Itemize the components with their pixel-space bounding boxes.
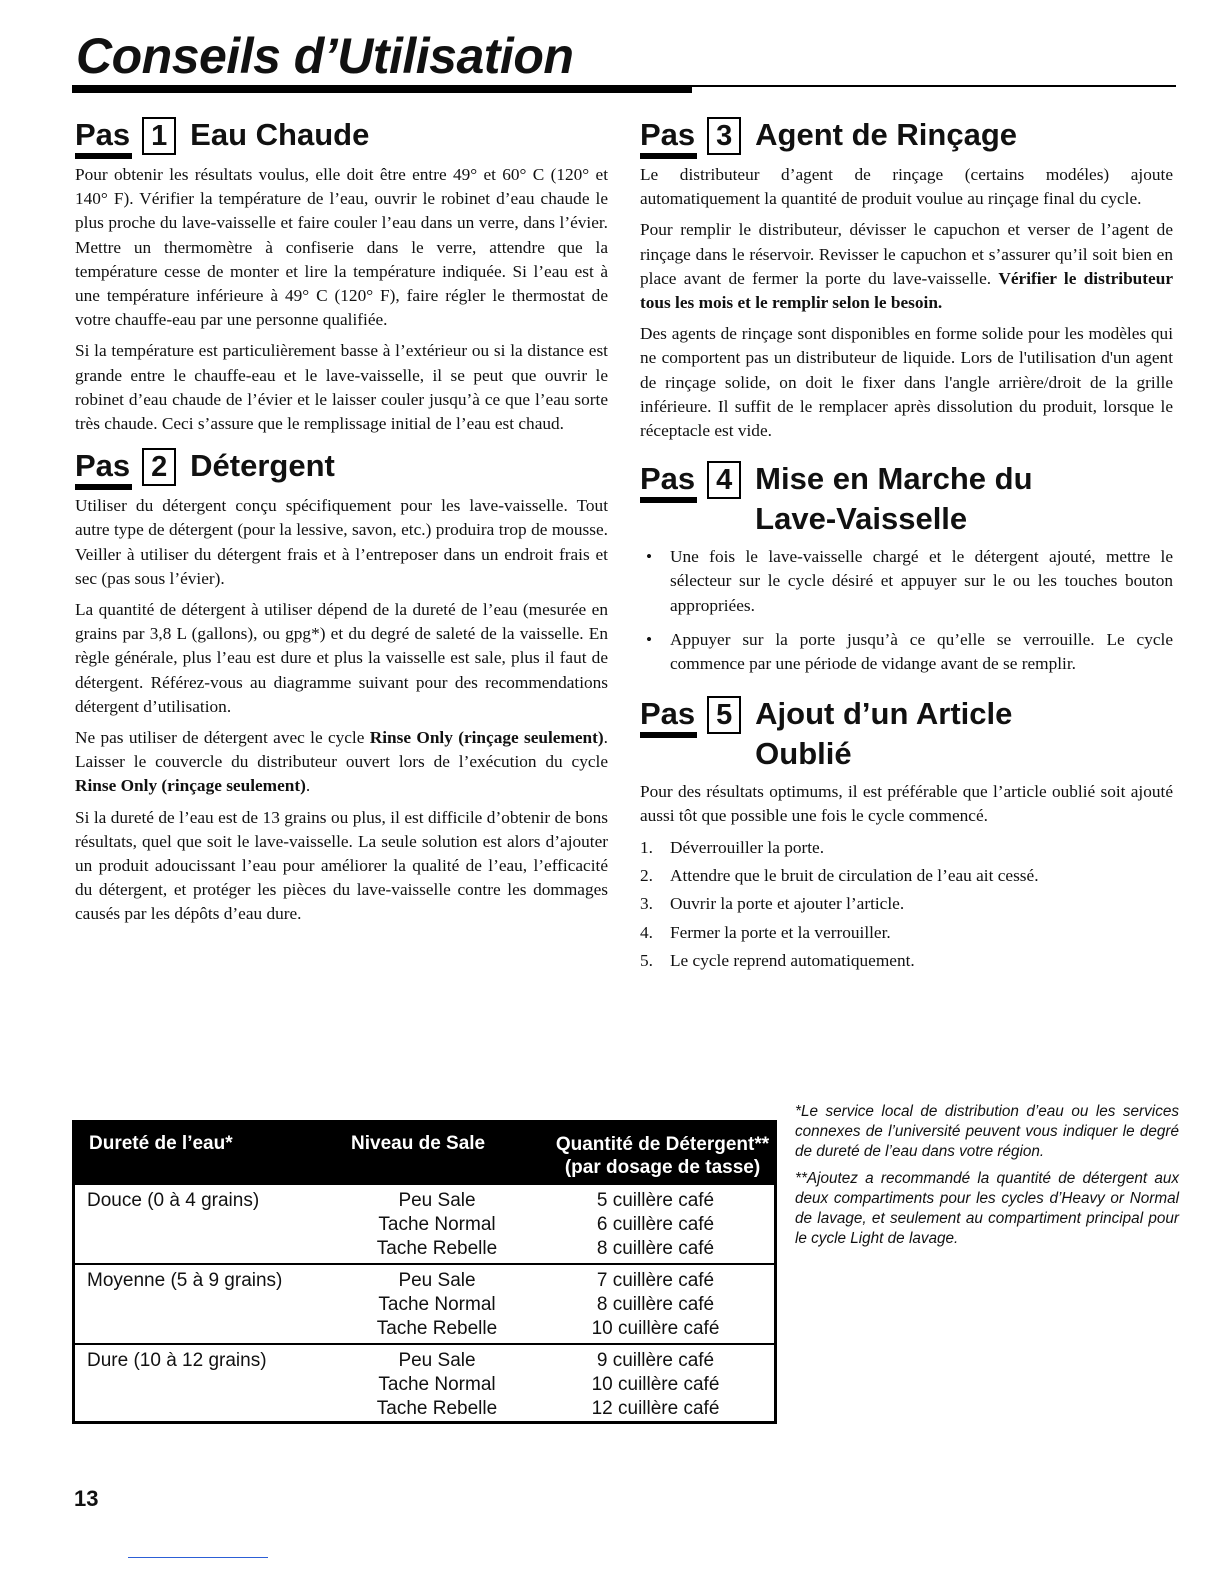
paragraph: Utiliser du détergent conçu spécifiquement pour les lave-vaisselle. Tout autre type de détergent (pour la lessive, savon, etc.) produira trop de mousse. Veiller à utiliser du détergent frais et à l’entreposer dans un endroit frais et sec (pas sous l’évier). <box>75 496 608 588</box>
list-item: 4. Fermer la porte et la verrouiller. <box>640 922 891 942</box>
bullet-list <box>640 545 1173 676</box>
step-title: Détergent <box>190 448 335 484</box>
hardness-cell: Moyenne (5 à 9 grains) <box>87 1270 283 1291</box>
paragraph: Si la température est particulièrement basse à l’extérieur ou si la distance est grande entre le chauffe-eau et le lave-vaisselle, il se peut que ouvrir le robinet d’eau chaude de l’évier et le laisser couler jusqu’à ce que l’eau sorte très chaude. Ceci s’assure que le remplissage initial de l’eau est chaud. <box>75 341 608 434</box>
step-label: Pas <box>640 117 697 159</box>
quantity-cell: 7 cuillère café 8 cuillère café 10 cuillère café <box>591 1270 720 1339</box>
column-header: Niveau de Sale <box>351 1133 486 1154</box>
paragraph: Ne pas utiliser de détergent avec le cycle Rinse Only (rinçage seulement). Laisser le couvercle du distributeur ouvert lors de l’exécution du cycle Rinse Only (rinçage seulement). <box>75 728 608 796</box>
paragraph: La quantité de détergent à utiliser dépend de la dureté de l’eau (mesurée en grains par 3,8 L (gallons), ou gpg*) et du degré de saleté de la vaisselle. En règle générale, plus l’eau est dure et plus la vaisselle est sale, plus il faut de détergent. Référez-vous au diagramme suivant pour des recommendations détergent d’utilisation. <box>75 600 608 716</box>
step-title: Mise en Marche du Lave-Vaisselle <box>755 461 1033 537</box>
step-label: Pas <box>75 448 132 490</box>
step-title: Ajout d’un Article Oublié <box>755 696 1013 772</box>
right-column <box>640 115 1173 978</box>
numbered-list <box>640 836 1173 974</box>
paragraph: Des agents de rinçage sont disponibles en forme solide pour les modèles qui ne comportent pas un distributeur de liquide. Lors de l'utilisation d'un agent de rinçage solide, on doit le fixer dans l'angle arrière/droit de la grille inférieure. Il suffit de le remplacer après dissolution du produit, lorsque le réceptacle est vide. <box>640 324 1173 441</box>
cycle-name: Rinse Only (rinçage seulement) <box>369 728 604 748</box>
detergent-table <box>72 1120 777 1424</box>
footnote: **Ajoutez a recommandé la quantité de détergent aux deux compartiments pour les cycles d’Heavy or Normal de lavage, et seulement au compartiment principal pour le cycle Light de lavage. <box>795 1170 1179 1247</box>
title-rule-thin <box>692 85 1176 87</box>
list-item: 1. Déverrouiller la porte. <box>640 837 825 857</box>
cycle-name: Rinse Only (rinçage seulement) <box>75 776 306 796</box>
step-label: Pas <box>640 461 697 503</box>
paragraph: Le distributeur d’agent de rinçage (certains modéles) ajoute automatiquement la quantité de produit voulue au rinçage final du cycle. <box>640 165 1173 209</box>
step-number-box: 3 <box>707 117 741 155</box>
step-1-section <box>75 115 608 436</box>
emphasis-text: Vérifier le distributeur tous les mois et le remplir selon le besoin. <box>640 268 1173 313</box>
footnotes <box>795 1102 1179 1256</box>
step-4-section <box>640 459 1173 676</box>
step-label: Pas <box>75 117 132 159</box>
table-header <box>75 1123 774 1185</box>
step-number-box: 4 <box>707 461 741 499</box>
table-row <box>75 1265 774 1345</box>
list-item: 2. Attendre que le bruit de circulation de l’eau ait cessé. <box>640 866 1039 886</box>
column-header: Quantité de Détergent** (par dosage de tasse) <box>555 1134 770 1178</box>
quantity-cell: 9 cuillère café 10 cuillère café 12 cuillère café <box>591 1350 720 1419</box>
step-1-heading <box>75 115 608 159</box>
hardness-cell: Dure (10 à 12 grains) <box>87 1350 267 1371</box>
list-item: 3. Ouvrir la porte et ajouter l’article. <box>640 894 905 914</box>
step-title: Agent de Rinçage <box>755 117 1017 152</box>
title-rule-thick <box>72 85 692 93</box>
step-number-box: 2 <box>142 448 176 486</box>
footnote: *Le service local de distribution d’eau ou les services connexes de l’université peuvent vous indiquer le degré de dureté de l’eau dans votre région. <box>795 1103 1179 1160</box>
step-3-section <box>640 115 1173 443</box>
step-number-box: 5 <box>707 696 741 734</box>
page-title: Conseils d’Utilisation <box>76 28 574 84</box>
step-label: Pas <box>640 696 697 738</box>
column-header: Dureté de l’eau* <box>89 1133 233 1154</box>
step-title: Eau Chaude <box>190 117 370 152</box>
step-number-box: 1 <box>142 117 176 155</box>
hardness-cell: Douce (0 à 4 grains) <box>87 1190 260 1211</box>
paragraph: Pour des résultats optimums, il est préférable que l’article oublié soit ajouté aussi tôt que possible une fois le cycle commencé. <box>640 782 1173 826</box>
paragraph: Pour remplir le distributeur, dévisser le capuchon et verser de l’agent de rinçage dans le réservoir. Revisser le capuchon et s’assurer qu’il soit bien en place avant de fermer la porte du lave-vaisselle. Vérifier le distributeur tous les mois et le remplir selon le besoin. <box>640 220 1173 313</box>
step-5-section <box>640 694 1173 973</box>
soil-level-cell: Peu Sale Tache Normal Tache Rebelle <box>376 1270 498 1339</box>
paragraph: Si la dureté de l’eau est de 13 grains ou plus, il est difficile d’obtenir de bons résultats, quel que soit le lave-vaisselle. La seule solution est alors d’ajouter un produit adoucissant l’eau pour améliorer la qualité de l’eau, l’efficacité du détergent, et protéger les pièces du lave-vaisselle contre les dommages causés par les dépôts d’eau dure. <box>75 807 608 924</box>
step-4-heading <box>640 459 1173 539</box>
step-3-heading <box>640 115 1173 159</box>
table-row <box>75 1185 774 1265</box>
step-2-section <box>75 446 608 926</box>
left-column <box>75 115 608 934</box>
page-number: 13 <box>74 1486 99 1511</box>
step-2-heading <box>75 446 608 490</box>
list-item: 5. Le cycle reprend automatiquement. <box>640 951 915 971</box>
paragraph: Pour obtenir les résultats voulus, elle doit être entre 49° et 60° C (120° et 140° F). Vérifier la température de l’eau, ouvrir le robinet d’eau chaude le plus proche du lave-vaisselle et faire couler l’eau dans un verre, dans l’évier. Mettre un thermomètre à confiserie dans le verre, attendre que la température cesse de monter et lire la température indiquée. Si l’eau est à une température inférieure à 49° C (120° F), faire régler le thermostat de votre chauffe-eau par une personne qualifiée. <box>75 165 608 330</box>
list-item: • Appuyer sur la porte jusqu’à ce qu’elle se verrouille. Le cycle commence par une période de vidange avant de se remplir. <box>640 628 1173 676</box>
soil-level-cell: Peu Sale Tache Normal Tache Rebelle <box>376 1350 498 1419</box>
quantity-cell: 5 cuillère café 6 cuillère café 8 cuillère café <box>596 1190 715 1259</box>
bottom-link-underline <box>128 1557 268 1558</box>
step-5-heading <box>640 694 1173 774</box>
list-item: • Une fois le lave-vaisselle chargé et le détergent ajouté, mettre le sélecteur sur le cycle désiré et appuyer sur le ou les touches bouton appropriées. <box>640 545 1173 618</box>
table-row <box>75 1345 774 1423</box>
soil-level-cell: Peu Sale Tache Normal Tache Rebelle <box>376 1190 498 1259</box>
